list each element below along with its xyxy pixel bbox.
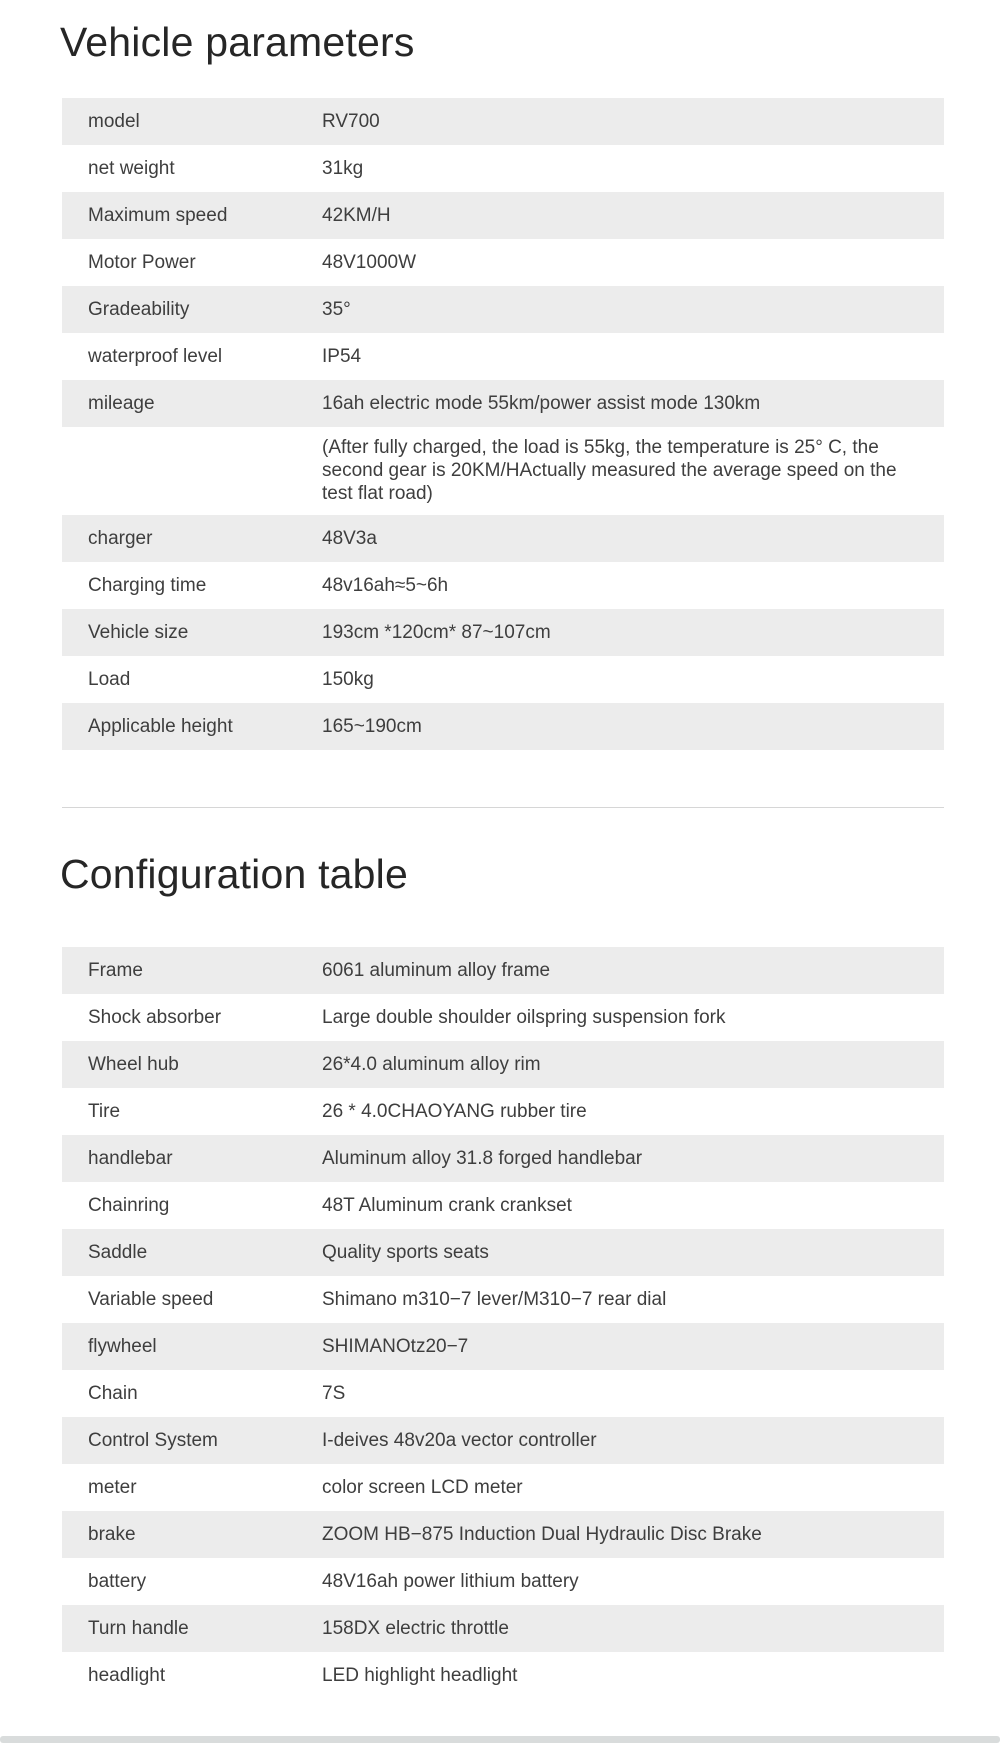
spec-label: net weight <box>88 157 175 179</box>
spec-label: model <box>88 110 140 132</box>
spec-row <box>62 380 944 427</box>
spec-value: 31kg <box>322 157 364 179</box>
spec-value: 26 * 4.0CHAOYANG rubber tire <box>322 1100 587 1122</box>
spec-value: IP54 <box>322 345 362 367</box>
spec-label: Applicable height <box>88 715 233 737</box>
spec-row <box>62 515 944 562</box>
spec-label: Wheel hub <box>88 1053 179 1075</box>
configuration-table-title: Configuration table <box>60 851 408 897</box>
spec-value: 193cm *120cm* 87~107cm <box>322 621 551 643</box>
spec-value: 48V16ah power lithium battery <box>322 1570 579 1592</box>
spec-row <box>62 656 944 703</box>
spec-label: headlight <box>88 1664 166 1686</box>
spec-value: Aluminum alloy 31.8 forged handlebar <box>322 1147 643 1169</box>
spec-value: 48V3a <box>322 527 377 549</box>
spec-label: Charging time <box>88 574 207 596</box>
spec-row <box>62 1417 944 1464</box>
spec-row <box>62 1464 944 1511</box>
spec-value: 7S <box>322 1382 346 1404</box>
spec-row <box>62 1229 944 1276</box>
spec-row <box>62 239 944 286</box>
bottom-divider-bar <box>0 1736 1000 1743</box>
spec-value: 48T Aluminum crank crankset <box>322 1194 572 1216</box>
spec-row <box>62 1088 944 1135</box>
spec-value: SHIMANOtz20−7 <box>322 1335 469 1357</box>
vehicle-parameters-title: Vehicle parameters <box>60 19 415 65</box>
spec-label: battery <box>88 1570 147 1592</box>
spec-row <box>62 562 944 609</box>
spec-label: Load <box>88 668 131 690</box>
spec-label: meter <box>88 1476 137 1498</box>
spec-row <box>62 286 944 333</box>
spec-value: 42KM/H <box>322 204 391 226</box>
spec-label: Shock absorber <box>88 1006 222 1028</box>
spec-value: RV700 <box>322 110 380 132</box>
spec-note-text: (After fully charged, the load is 55kg, the temperature is 25° C, the second gear is 20KM/HActually measured the average speed on the test flat road) <box>322 437 897 504</box>
spec-label: charger <box>88 527 153 549</box>
spec-row <box>62 609 944 656</box>
vehicle-parameters-table <box>62 98 944 750</box>
spec-value: 48V1000W <box>322 251 417 273</box>
spec-row <box>62 1605 944 1652</box>
spec-label: Control System <box>88 1429 218 1451</box>
spec-row <box>62 145 944 192</box>
spec-label: Chain <box>88 1382 138 1404</box>
spec-note-row <box>62 427 944 515</box>
spec-row <box>62 98 944 145</box>
spec-row <box>62 1511 944 1558</box>
spec-value: Large double shoulder oilspring suspension fork <box>322 1006 726 1028</box>
spec-value: 26*4.0 aluminum alloy rim <box>322 1053 541 1075</box>
spec-label: Frame <box>88 959 143 981</box>
spec-label: Turn handle <box>88 1617 189 1639</box>
spec-label: Saddle <box>88 1241 148 1263</box>
spec-value: 158DX electric throttle <box>322 1617 509 1639</box>
spec-row <box>62 1135 944 1182</box>
spec-row <box>62 947 944 994</box>
spec-label: Vehicle size <box>88 621 189 643</box>
spec-row <box>62 1558 944 1605</box>
spec-value: ZOOM HB−875 Induction Dual Hydraulic Disc Brake <box>322 1523 762 1545</box>
spec-row <box>62 192 944 239</box>
spec-row <box>62 1182 944 1229</box>
spec-label: Variable speed <box>88 1288 214 1310</box>
spec-value: color screen LCD meter <box>322 1476 523 1498</box>
spec-row <box>62 333 944 380</box>
spec-value: 35° <box>322 298 351 320</box>
spec-row <box>62 1652 944 1699</box>
spec-value: Shimano m310−7 lever/M310−7 rear dial <box>322 1288 667 1310</box>
spec-row <box>62 1041 944 1088</box>
spec-value: 48v16ah≈5~6h <box>322 574 449 596</box>
spec-label: Maximum speed <box>88 204 228 226</box>
spec-label: Tire <box>88 1100 121 1122</box>
spec-value: 16ah electric mode 55km/power assist mode 130km <box>322 392 761 414</box>
spec-value: 150kg <box>322 668 374 690</box>
spec-label: mileage <box>88 392 155 414</box>
spec-label: Gradeability <box>88 298 190 320</box>
spec-row <box>62 1323 944 1370</box>
spec-label: Chainring <box>88 1194 170 1216</box>
spec-label: Motor Power <box>88 251 196 273</box>
spec-row <box>62 994 944 1041</box>
spec-value: 165~190cm <box>322 715 422 737</box>
spec-value: 6061 aluminum alloy frame <box>322 959 551 981</box>
spec-row <box>62 1370 944 1417</box>
spec-row <box>62 1276 944 1323</box>
spec-value: Quality sports seats <box>322 1241 489 1263</box>
spec-row <box>62 703 944 750</box>
spec-value: I-deives 48v20a vector controller <box>322 1429 597 1451</box>
spec-label: waterproof level <box>88 345 223 367</box>
section-divider <box>62 807 944 808</box>
configuration-table <box>62 947 944 1699</box>
spec-label: brake <box>88 1523 136 1545</box>
spec-value: LED highlight headlight <box>322 1664 518 1686</box>
spec-label: flywheel <box>88 1335 157 1357</box>
spec-label: handlebar <box>88 1147 173 1169</box>
